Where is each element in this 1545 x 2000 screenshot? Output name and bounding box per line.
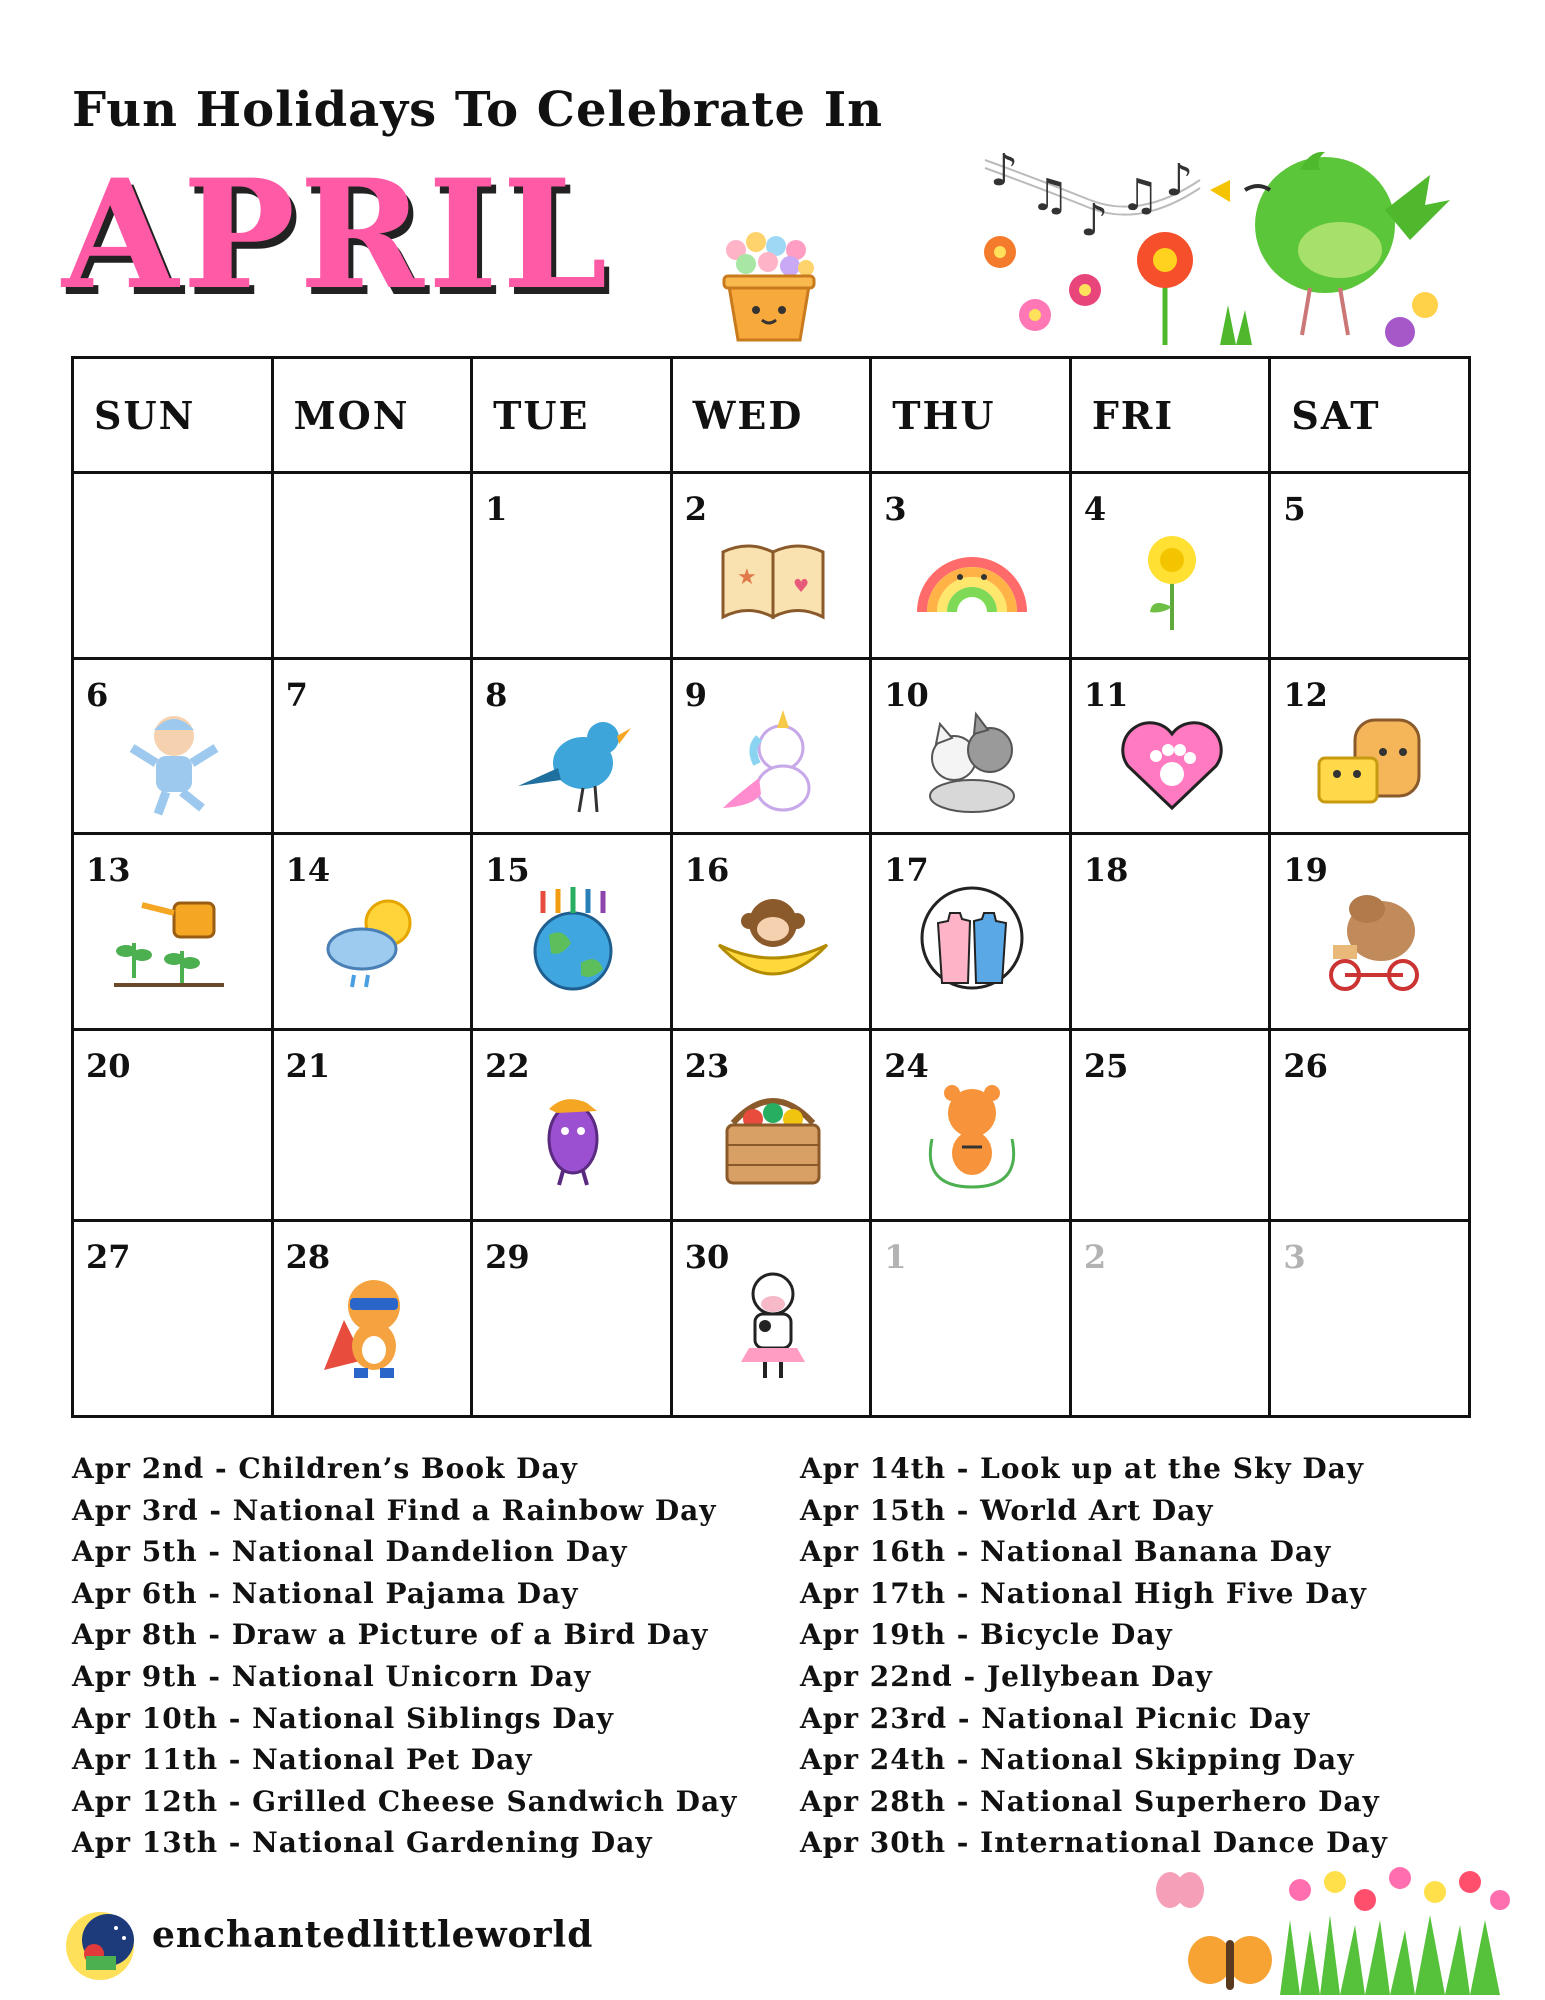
calendar-week-row	[73, 1221, 1470, 1417]
calendar-day-cell	[472, 658, 672, 834]
holiday-list-left	[72, 1448, 737, 1864]
calendar-day-cell	[472, 1221, 672, 1417]
calendar-day-cell	[871, 658, 1071, 834]
calendar-day-cell	[272, 1030, 472, 1221]
weekday-tue: TUE	[472, 358, 672, 473]
calendar-day-cell	[1070, 1030, 1270, 1221]
monkey-banana-icon	[713, 883, 833, 993]
day-number: 10	[884, 675, 929, 714]
calendar-day-cell	[1270, 473, 1470, 659]
paw-heart-icon	[1112, 708, 1232, 818]
day-number: 14	[285, 851, 331, 890]
holiday-item: Apr 14th - Look up at the Sky Day	[800, 1452, 1365, 1485]
weekday-sun: SUN	[73, 358, 273, 473]
holiday-item: Apr 16th - National Banana Day	[800, 1535, 1332, 1569]
holiday-item: Apr 10th - National Siblings Day	[72, 1701, 614, 1735]
day-number: 22	[485, 1047, 530, 1086]
calendar-day-cell	[671, 473, 871, 659]
page-subtitle: Fun Holidays To Celebrate In	[72, 82, 884, 138]
next-month-day-number: 3	[1283, 1238, 1306, 1277]
holiday-item: Apr 23rd - National Picnic Day	[800, 1701, 1311, 1735]
day-number: 16	[684, 851, 730, 890]
calendar-day-cell	[73, 658, 273, 834]
next-month-day-number: 1	[884, 1238, 907, 1277]
picnic-basket-icon	[713, 1079, 833, 1189]
holiday-item: Apr 9th - National Unicorn Day	[72, 1659, 592, 1693]
day-number: 13	[86, 851, 131, 890]
calendar-week-row	[73, 1030, 1470, 1221]
holiday-item: Apr 3rd - National Find a Rainbow Day	[72, 1493, 717, 1527]
day-number: 12	[1283, 675, 1328, 714]
weekday-mon: MON	[272, 358, 472, 473]
calendar-day-cell	[1270, 834, 1470, 1030]
calendar-day-cell	[1070, 1221, 1270, 1417]
holiday-item: Apr 2nd - Children’s Book Day	[72, 1452, 578, 1485]
calendar-day-cell	[871, 1221, 1071, 1417]
calendar-day-cell	[1270, 1221, 1470, 1417]
capybara-bicycle-icon	[1311, 883, 1431, 993]
holiday-item: Apr 19th - Bicycle Day	[800, 1618, 1173, 1652]
calendar-day-cell	[671, 834, 871, 1030]
sun-cloud-icon	[314, 883, 434, 993]
high-five-icon	[912, 883, 1032, 993]
calendar-day-cell	[472, 473, 672, 659]
open-book-icon	[713, 522, 833, 632]
day-number: 4	[1083, 490, 1107, 528]
holiday-item: Apr 5th - National Dandelion Day	[72, 1535, 628, 1569]
day-number: 23	[684, 1047, 730, 1086]
day-number: 3	[884, 490, 907, 528]
calendar-day-cell	[272, 834, 472, 1030]
calendar-day-cell	[73, 1221, 273, 1417]
calendar-day-cell	[671, 1030, 871, 1221]
calendar-day-cell	[272, 658, 472, 834]
calendar-day-cell	[73, 834, 273, 1030]
weekday-thu: THU	[871, 358, 1071, 473]
day-number: 21	[285, 1047, 331, 1086]
calendar-day-cell	[1070, 834, 1270, 1030]
holiday-item: Apr 22nd - Jellybean Day	[800, 1659, 1213, 1693]
calendar-day-cell	[1270, 658, 1470, 834]
day-number: 20	[86, 1047, 131, 1086]
day-number: 9	[684, 675, 707, 714]
weekday-sat: SAT	[1270, 358, 1470, 473]
day-number: 7	[285, 675, 308, 714]
calendar-week-row	[73, 658, 1470, 834]
holiday-item: Apr 30th - International Dance Day	[800, 1826, 1388, 1860]
pajama-kid-icon	[114, 708, 234, 818]
calendar-day-cell	[1070, 658, 1270, 834]
next-month-day-number: 2	[1083, 1238, 1107, 1277]
skipping-tiger-icon	[912, 1079, 1032, 1189]
calendar-day-cell	[871, 1030, 1071, 1221]
svg-text:♫: ♫	[1030, 170, 1070, 221]
holiday-list-right	[800, 1448, 1388, 1864]
page-title: APRIL	[62, 147, 612, 323]
day-number: 25	[1083, 1047, 1129, 1086]
art-globe-icon	[513, 883, 633, 993]
day-number: 8	[485, 675, 508, 714]
svg-text:♪: ♪	[990, 145, 1019, 196]
holiday-item: Apr 28th - National Superhero Day	[800, 1784, 1380, 1818]
day-number: 27	[86, 1238, 131, 1277]
svg-text:♥: ♥	[792, 576, 809, 597]
day-number: 19	[1283, 851, 1328, 890]
day-number: 28	[285, 1238, 331, 1277]
day-number: 11	[1083, 675, 1129, 714]
day-number: 17	[884, 851, 929, 890]
calendar-week-row	[73, 473, 1470, 659]
day-number: 2	[684, 490, 707, 528]
calendar-day-cell	[871, 473, 1071, 659]
dandelion-icon	[1112, 522, 1232, 632]
day-number: 24	[884, 1047, 929, 1086]
calendar-day-cell	[272, 1221, 472, 1417]
day-number: 15	[485, 851, 530, 890]
calendar-day-cell	[73, 1030, 273, 1221]
calendar-day-cell	[1270, 1030, 1470, 1221]
day-number: 5	[1283, 490, 1306, 528]
holiday-item: Apr 15th - World Art Day	[800, 1493, 1214, 1527]
grilled-cheese-icon	[1311, 708, 1431, 818]
svg-text:♫: ♫	[1120, 170, 1160, 221]
svg-text:♪: ♪	[1080, 195, 1109, 246]
calendar-day-cell	[472, 1030, 672, 1221]
dancing-cow-icon	[713, 1270, 833, 1380]
brand-logo-icon	[64, 1910, 136, 1982]
cat-siblings-icon	[912, 708, 1032, 818]
day-number: 29	[485, 1238, 530, 1277]
calendar-week-row	[73, 834, 1470, 1030]
watering-can-icon	[114, 883, 234, 993]
brand-name: enchantedlittleworld	[152, 1914, 594, 1956]
calendar-grid	[71, 356, 1471, 1418]
holiday-item: Apr 13th - National Gardening Day	[72, 1826, 653, 1860]
weekday-fri: FRI	[1070, 358, 1270, 473]
day-number: 6	[86, 675, 109, 714]
calendar-day-cell	[472, 834, 672, 1030]
holiday-item: Apr 6th - National Pajama Day	[72, 1576, 579, 1610]
holiday-item: Apr 24th - National Skipping Day	[800, 1743, 1355, 1777]
jellybean-icon	[513, 1079, 633, 1189]
flower-pot-icon	[714, 228, 824, 346]
blue-bird-icon	[513, 708, 633, 818]
calendar-day-cell	[1070, 473, 1270, 659]
weekday-header-row	[73, 358, 1470, 473]
day-number: 1	[485, 490, 508, 528]
unicorn-icon	[713, 708, 833, 818]
weekday-wed: WED	[671, 358, 871, 473]
butterflies-flowers-icon	[1140, 1860, 1520, 1995]
day-number: 30	[684, 1238, 730, 1277]
calendar-day-cell	[671, 658, 871, 834]
green-bird-flowers-icon	[980, 130, 1460, 350]
svg-text:♪: ♪	[1165, 155, 1194, 206]
calendar-day-cell	[73, 473, 273, 659]
superhero-dog-icon	[314, 1270, 434, 1380]
svg-text:★: ★	[736, 565, 757, 590]
holiday-item: Apr 8th - Draw a Picture of a Bird Day	[72, 1618, 709, 1652]
calendar-day-cell	[272, 473, 472, 659]
calendar-day-cell	[671, 1221, 871, 1417]
holiday-item: Apr 11th - National Pet Day	[72, 1743, 533, 1777]
day-number: 26	[1283, 1047, 1328, 1086]
rainbow-icon	[912, 522, 1032, 632]
holiday-item: Apr 17th - National High Five Day	[800, 1576, 1367, 1610]
holiday-item: Apr 12th - Grilled Cheese Sandwich Day	[72, 1784, 738, 1818]
day-number: 18	[1083, 851, 1129, 890]
calendar-day-cell	[871, 834, 1071, 1030]
